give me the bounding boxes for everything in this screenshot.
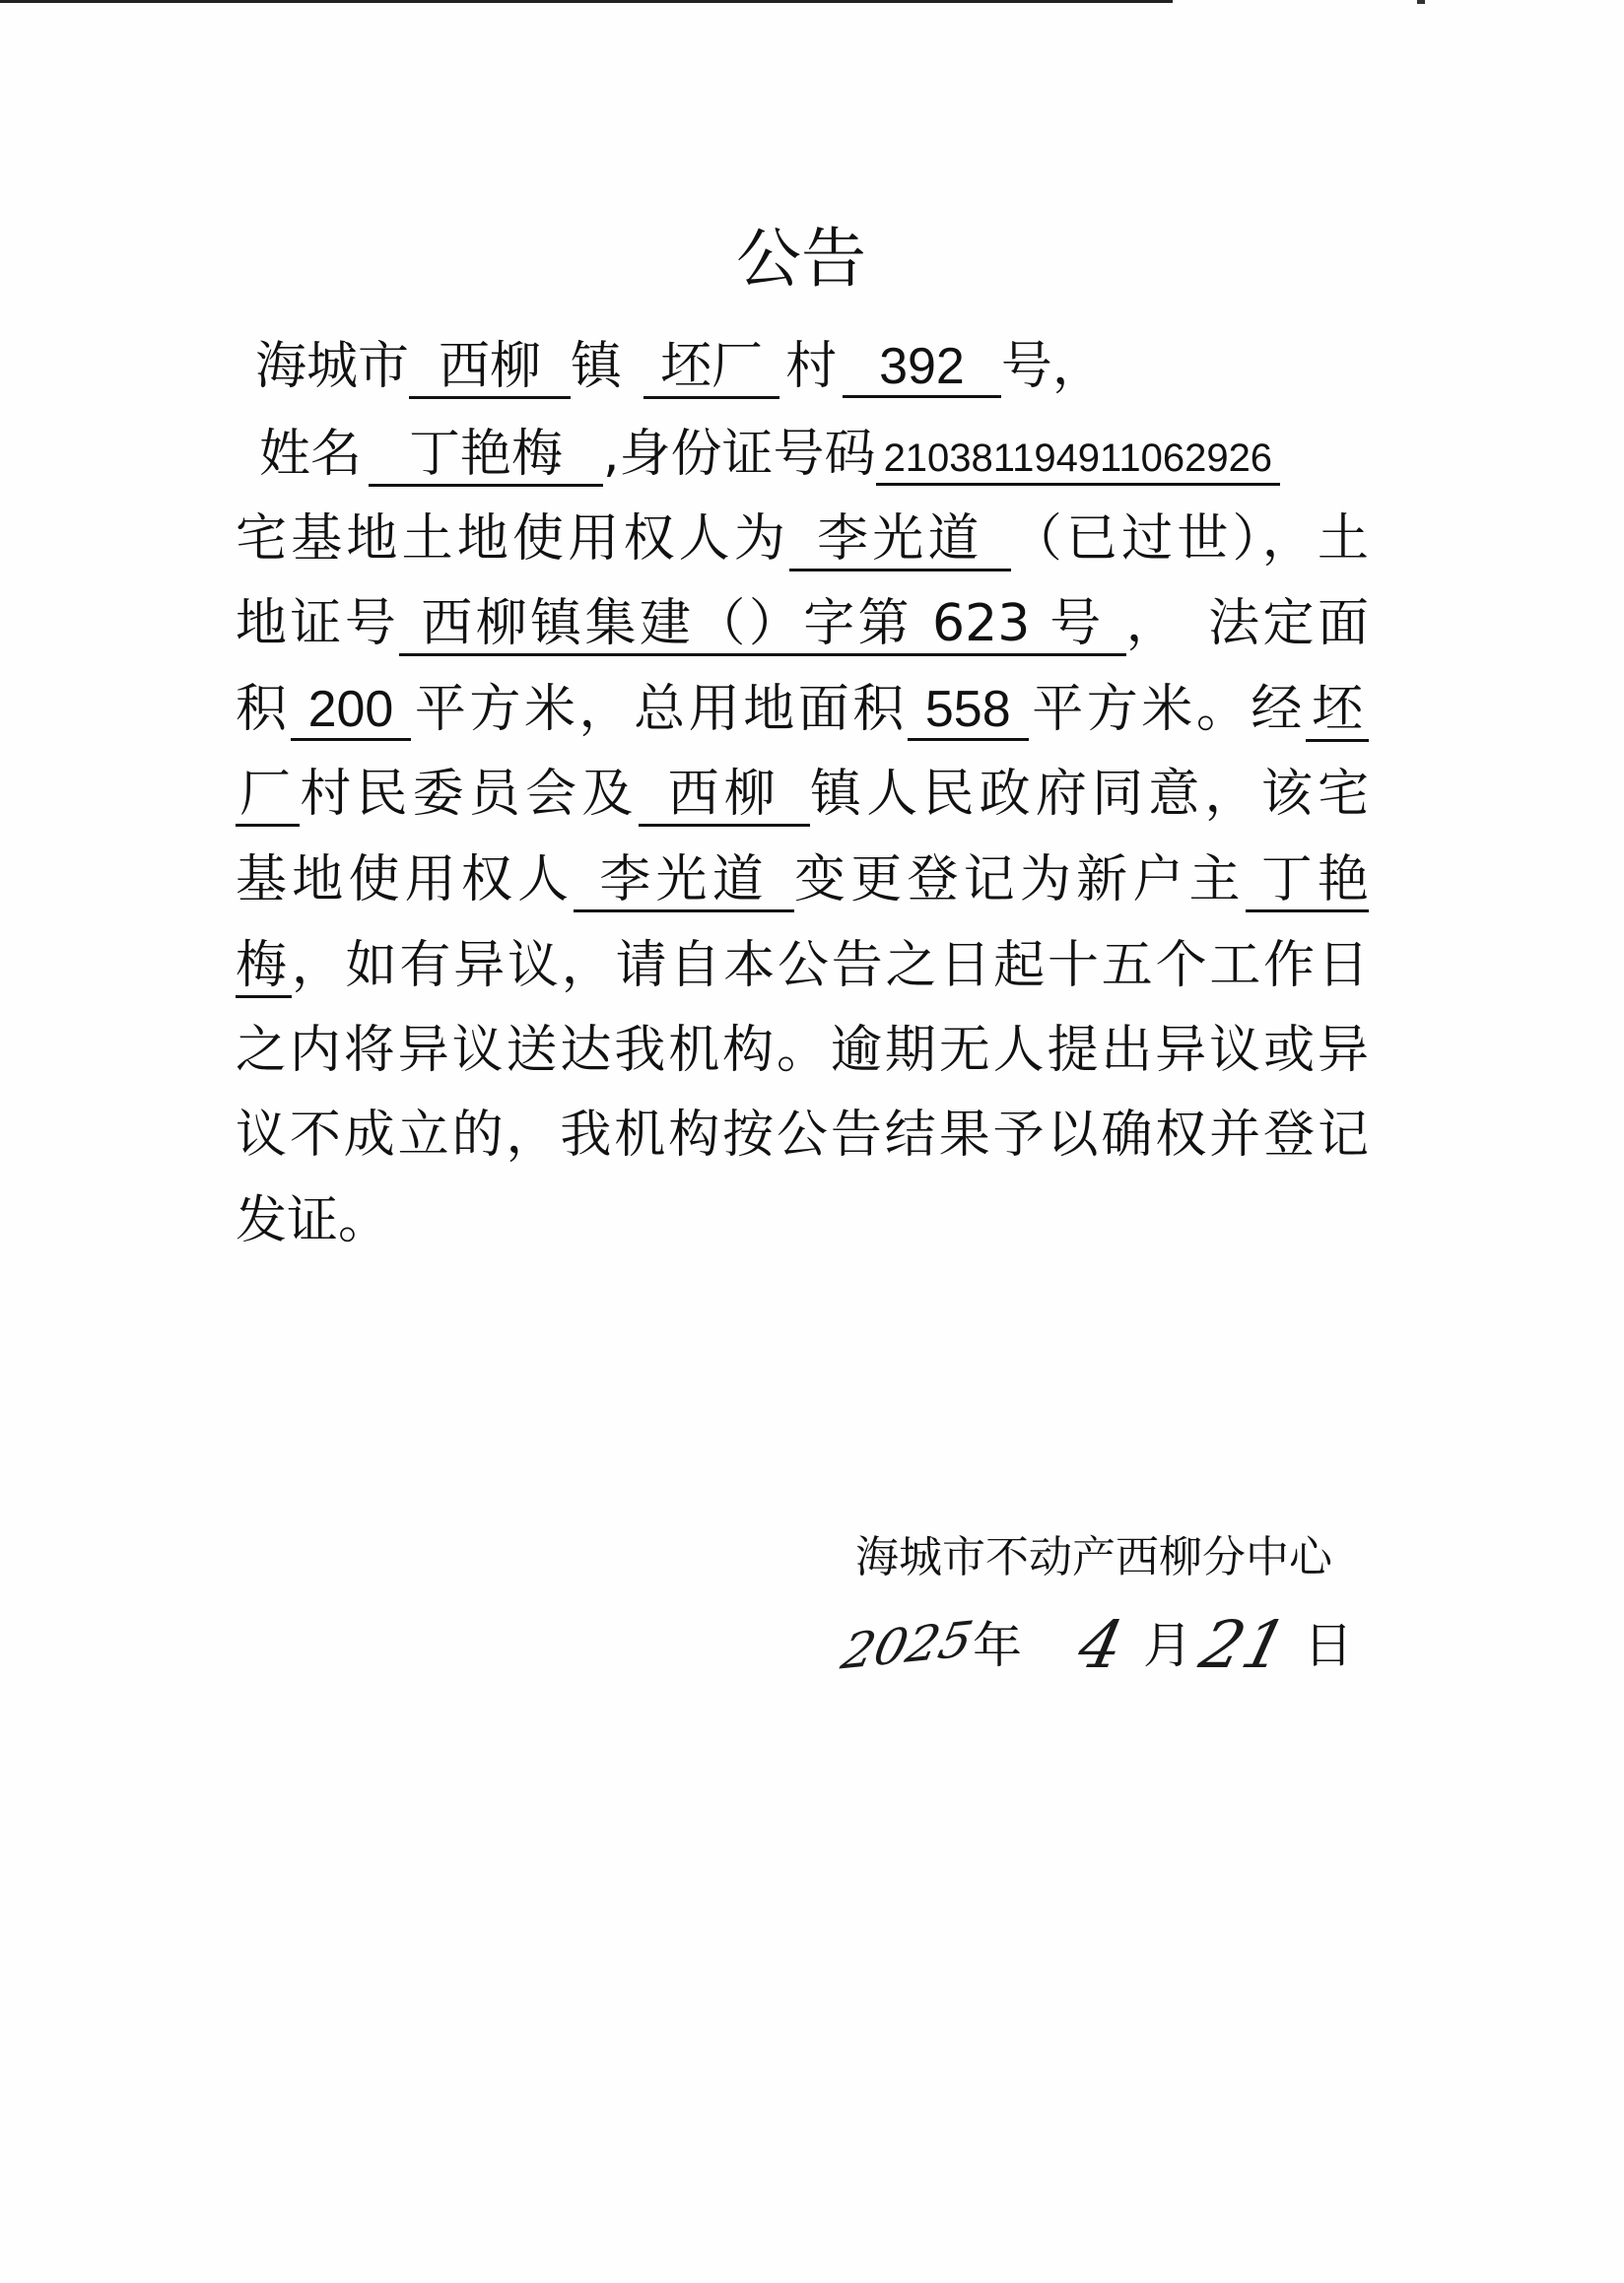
notice-line-11 — [236, 1178, 1369, 1263]
handwritten-year — [836, 1606, 979, 1685]
notice-line-5 — [236, 667, 1369, 752]
name-field: 丁艳梅 — [369, 425, 603, 487]
notice-title: 公告 — [736, 221, 866, 297]
notice-line-1 — [255, 324, 1241, 409]
scan-mark — [1417, 0, 1425, 4]
notice-text: ， — [1125, 594, 1182, 653]
new-owner-field: 梅 — [236, 936, 292, 998]
notice-text: 平方米，总用地面积 — [411, 680, 908, 739]
id-number-field: 210381194911062926 — [876, 436, 1281, 486]
issuer-name: 海城市不动产西柳分中心 — [855, 1532, 1332, 1582]
notice-line-3 — [236, 497, 1369, 581]
notice-text: 号， — [1000, 337, 1104, 396]
notice-text: 发证。 — [236, 1191, 390, 1250]
notice-line-10 — [236, 1093, 1369, 1177]
notice-line-7 — [236, 838, 1369, 922]
scan-edge-line — [0, 0, 1173, 3]
handwritten-year-text: 2025 — [836, 1610, 979, 1681]
date-month-label: 月 — [1143, 1617, 1192, 1674]
notice-text: ,身份证号码 — [603, 425, 876, 484]
village-committee-field: 厂 — [236, 765, 300, 827]
notice-text: （已过世），土 — [1010, 509, 1369, 569]
notice-text: 法定面 — [1208, 594, 1369, 653]
notice-text: 姓名 — [259, 425, 363, 484]
notice-text: 之内将异议送达我机构。逾期无人提出异议或异 — [236, 1021, 1369, 1080]
notice-line-2 — [259, 412, 1363, 497]
notice-line-9 — [236, 1008, 1369, 1093]
notice-text: 海城市 — [255, 337, 410, 396]
notice-line-4 — [236, 581, 1369, 666]
former-user-field: 李光道 — [574, 850, 794, 912]
notice-text: 变更登记为新户主 — [794, 850, 1246, 909]
village-committee-field: 坯 — [1306, 680, 1369, 742]
new-owner-field: 丁艳 — [1246, 850, 1369, 912]
total-area-field: 558 — [908, 681, 1029, 741]
notice-line-6 — [236, 752, 1369, 837]
notice-text: 镇 — [571, 337, 623, 396]
handwritten-month-text: 4 — [1071, 1607, 1130, 1683]
notice-text: 基地使用权人 — [236, 850, 575, 909]
house-number-field: 392 — [843, 338, 1001, 398]
notice-text: 村民委员会及 — [300, 765, 639, 824]
land-certificate-field: 西柳镇集建（）字第 623 号 — [399, 594, 1125, 656]
notice-text: 平方米。经 — [1028, 680, 1306, 739]
town-field: 西柳 — [409, 337, 571, 399]
notice-line-8 — [236, 923, 1369, 1008]
legal-area-field: 200 — [291, 681, 412, 741]
handwritten-day-text: 21 — [1192, 1607, 1295, 1683]
notice-text: ，如有异议，请自本公告之日起十五个工作日 — [291, 936, 1369, 995]
notice-text: 镇人民政府同意，该宅 — [810, 765, 1369, 824]
town-government-field: 西柳 — [639, 765, 810, 827]
handwritten-day — [1192, 1606, 1295, 1685]
date-year-label: 年 — [973, 1617, 1022, 1674]
notice-text: 积 — [236, 680, 291, 739]
village-field: 坯厂 — [643, 337, 779, 399]
date-day-label: 日 — [1304, 1617, 1353, 1674]
notice-text: 议不成立的，我机构按公告结果予以确权并登记 — [236, 1106, 1369, 1165]
handwritten-month — [1071, 1606, 1130, 1685]
notice-text: 村 — [785, 337, 838, 396]
land-user-field: 李光道 — [789, 509, 1011, 571]
notice-text: 地证号 — [236, 594, 400, 653]
notice-text: 宅基地土地使用权人为 — [236, 509, 790, 569]
